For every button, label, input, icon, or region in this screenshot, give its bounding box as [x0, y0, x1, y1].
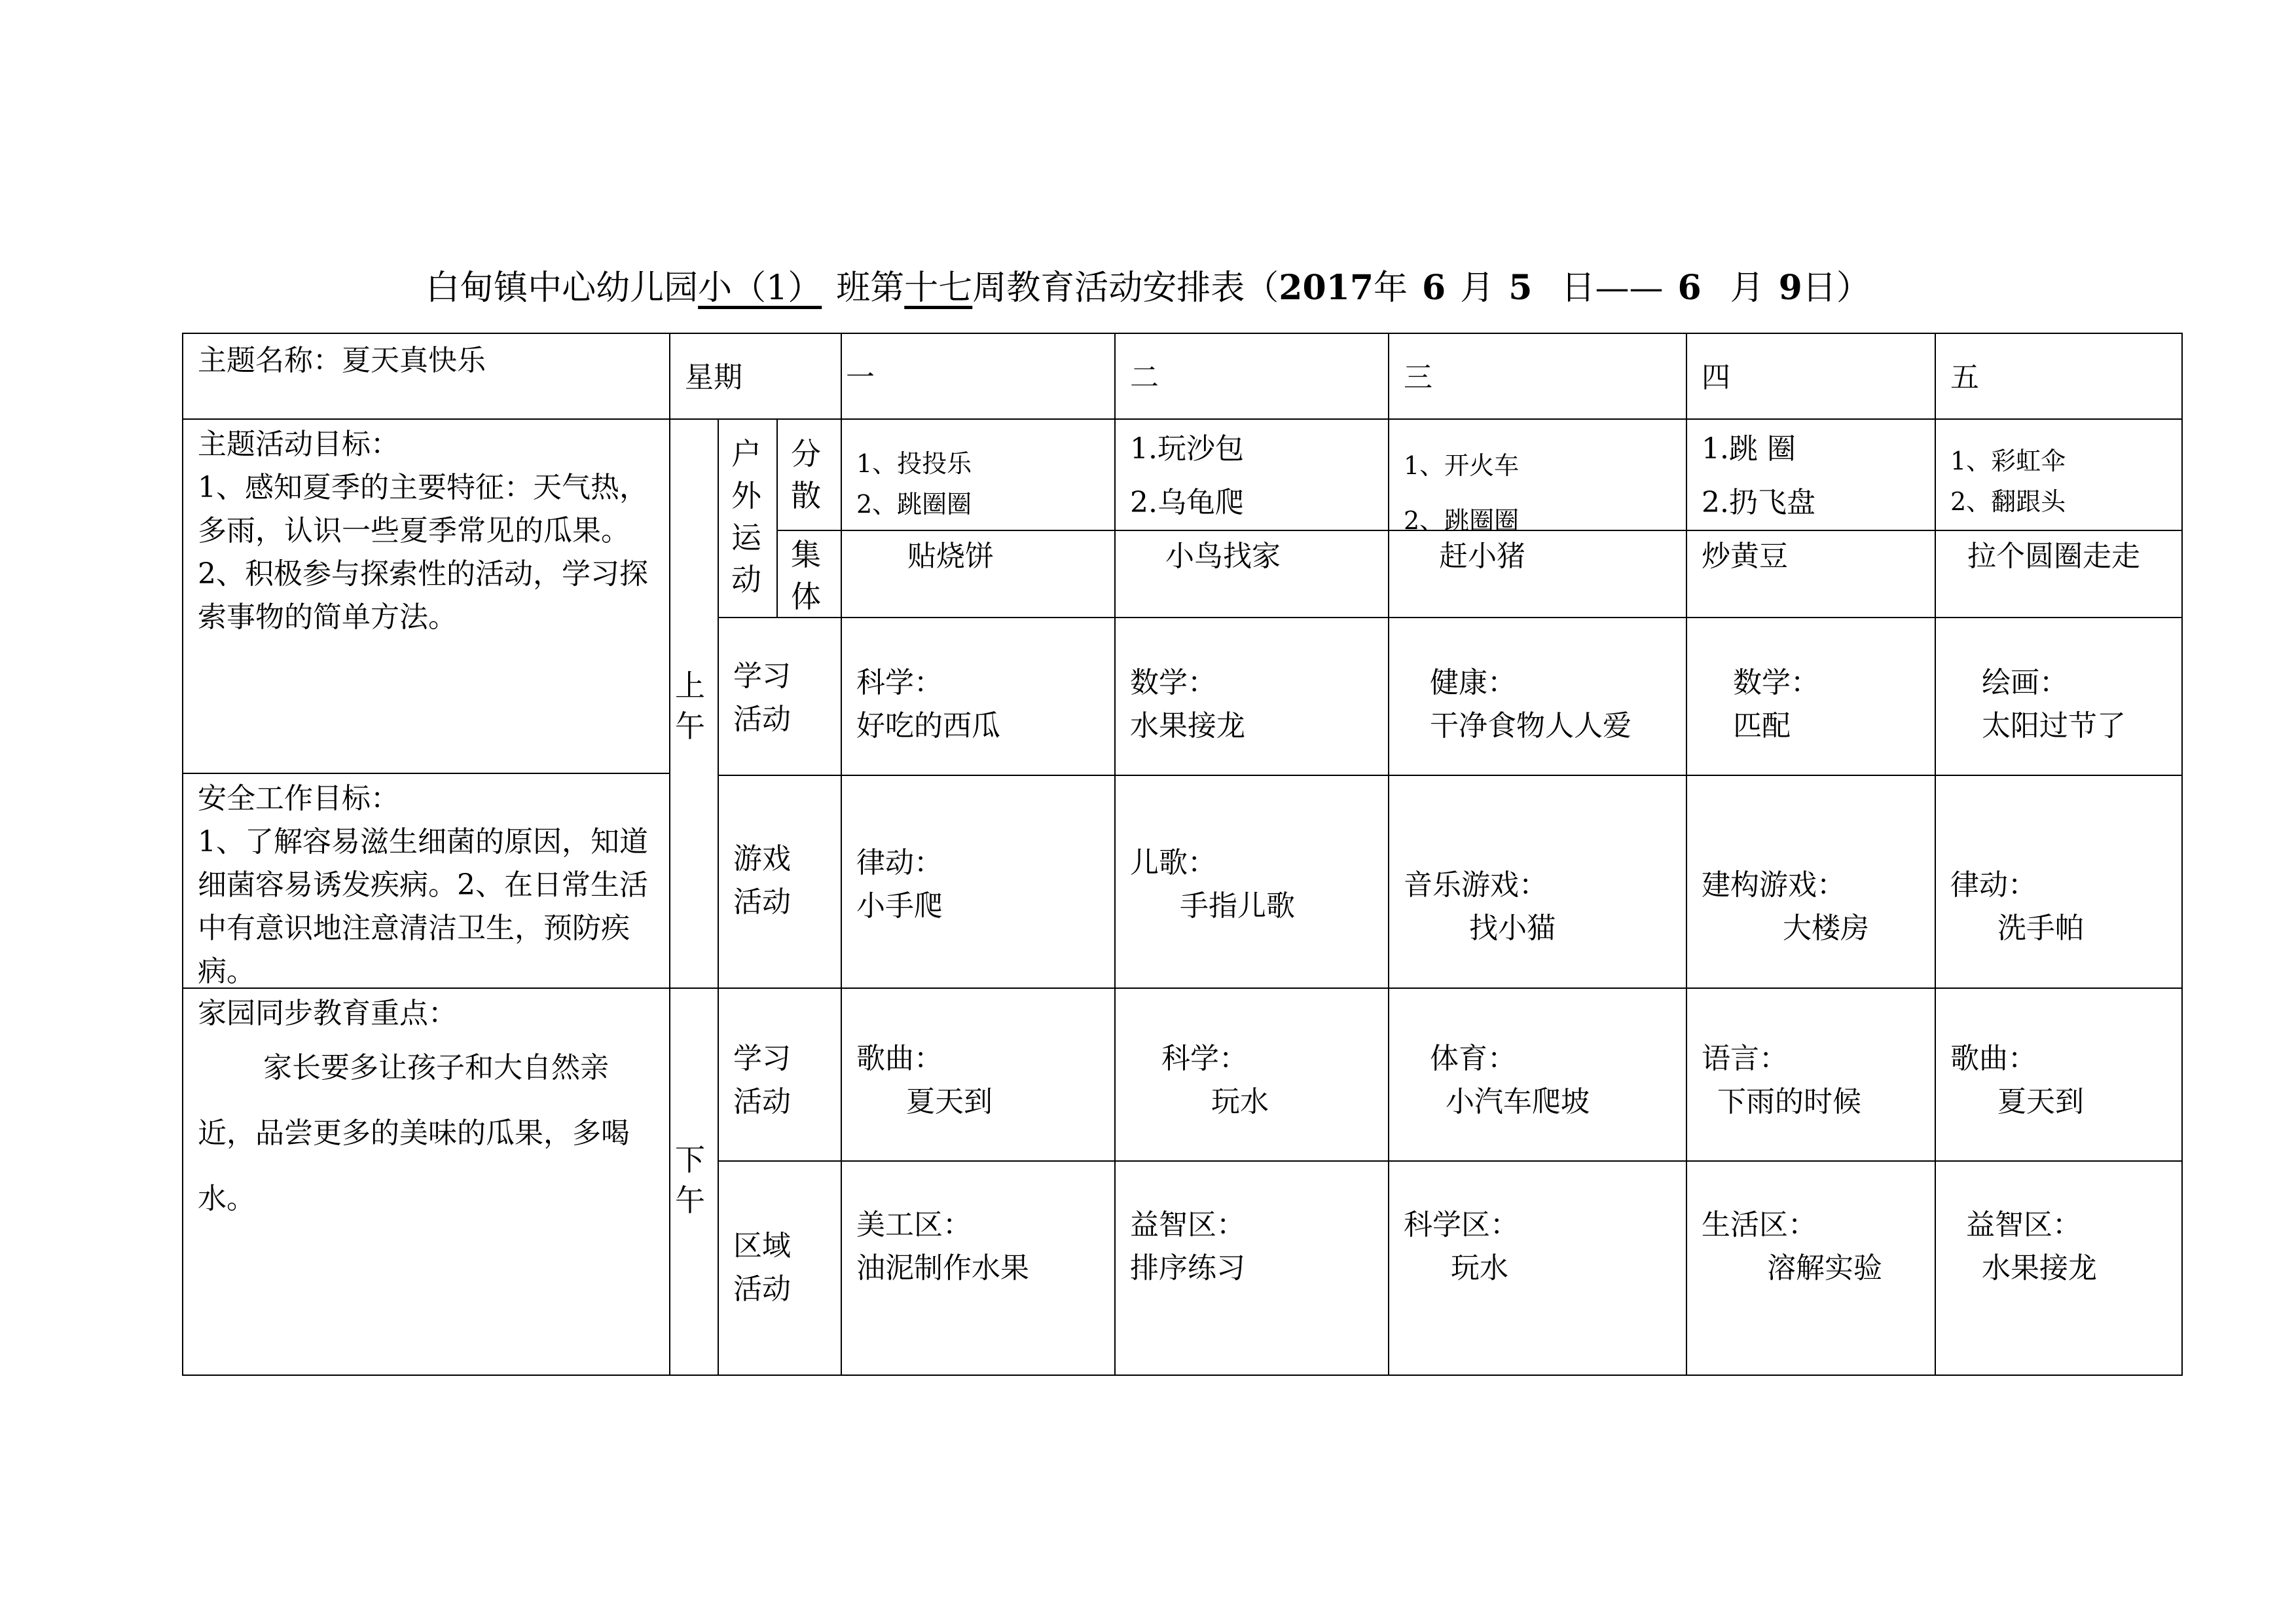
game-cell-4 — [1686, 775, 1936, 989]
group-label-cell — [776, 530, 842, 618]
scattered-3-line-2: 2、跳圈圈 — [1404, 506, 1520, 535]
day-header-3 — [1388, 333, 1687, 420]
title-text-2: 周教育活动安排表（ — [972, 268, 1279, 308]
am-study-label-2: 活动 — [733, 703, 791, 736]
theme-goal-heading: 主题活动目标： — [198, 428, 399, 461]
am-study-cell-3 — [1388, 617, 1687, 776]
area-1-zone: 美工区： — [856, 1208, 972, 1242]
day-header-5 — [1935, 333, 2183, 420]
game-4-type: 建构游戏： — [1702, 868, 1846, 902]
outdoor-char-3: 运 — [731, 520, 761, 555]
day-unit-2: 日） — [1802, 268, 1870, 308]
game-5-type: 律动： — [1950, 868, 2037, 902]
area-2-title: 排序练习 — [1130, 1251, 1245, 1285]
am-study-cell-4 — [1686, 617, 1936, 776]
area-cell-2 — [1114, 1160, 1389, 1376]
scattered-char-1: 分 — [791, 436, 821, 471]
afternoon-label-cell — [669, 987, 719, 1376]
area-3-title: 玩水 — [1451, 1251, 1508, 1285]
weekday-label: 星期 — [685, 361, 742, 394]
week-number: 十七 — [904, 268, 973, 308]
scattered-cell-2 — [1114, 418, 1389, 531]
group-cell-5 — [1935, 530, 2183, 618]
pm-study-cell-3 — [1388, 987, 1687, 1162]
am-study-cell-1 — [841, 617, 1116, 776]
day-label-1: 一 — [846, 361, 875, 394]
pm-study-label-1: 学习 — [733, 1042, 791, 1075]
game-2-title: 手指儿歌 — [1180, 889, 1295, 923]
scattered-2-line-2: 2.乌龟爬 — [1130, 486, 1244, 519]
game-5-title: 洗手帕 — [1997, 912, 2084, 945]
scattered-5-line-2: 2、翻跟头 — [1950, 487, 2066, 516]
pm-study-cell-5 — [1935, 987, 2183, 1162]
game-label-2: 活动 — [733, 885, 791, 919]
morning-label-cell — [669, 418, 719, 989]
game-1-type: 律动： — [856, 846, 943, 879]
theme-name-cell — [182, 333, 670, 420]
am-study-3-subject: 健康： — [1430, 666, 1516, 699]
day-label-5: 五 — [1950, 361, 1979, 394]
afternoon-char-2: 午 — [675, 1183, 705, 1218]
scattered-1-line-2: 2、跳圈圈 — [856, 490, 972, 519]
month-unit-1: 月 — [1460, 268, 1495, 308]
group-char-2: 体 — [791, 579, 821, 614]
area-1-title: 油泥制作水果 — [856, 1251, 1029, 1285]
am-study-5-subject: 绘画： — [1982, 666, 2068, 699]
scattered-1-line-1: 1、投投乐 — [856, 449, 972, 478]
title-text-1: 班第 — [836, 268, 905, 308]
group-activity-4: 炒黄豆 — [1702, 540, 1788, 573]
area-label-cell — [718, 1160, 842, 1376]
pm-study-3-title: 小汽车爬坡 — [1446, 1085, 1590, 1118]
day-unit-1: 日—— — [1561, 268, 1664, 308]
group-activity-3: 赶小猪 — [1439, 540, 1525, 573]
area-label-1: 区域 — [733, 1229, 791, 1263]
am-study-cell-2 — [1114, 617, 1389, 776]
safety-goal-cell — [182, 773, 670, 989]
scattered-4-line-1: 1.跳 圈 — [1702, 432, 1796, 466]
pm-study-1-subject: 歌曲： — [856, 1042, 943, 1075]
group-char-1: 集 — [791, 537, 821, 572]
day-label-4: 四 — [1702, 361, 1730, 394]
outdoor-char-2: 外 — [731, 478, 761, 513]
safety-goal-text: 1、了解容易滋生细菌的原因，知道细菌容易诱发疾病。2、在日常生活中有意识地注意清洁卫生，预防疾病。 — [198, 825, 648, 988]
area-label-2: 活动 — [733, 1272, 791, 1306]
kindergarten-name: 白甸镇中心幼儿园 — [426, 268, 699, 308]
game-label-1: 游戏 — [733, 842, 791, 876]
scattered-char-2: 散 — [791, 478, 821, 513]
game-cell-2 — [1114, 775, 1389, 989]
class-name: 小（1） — [698, 268, 822, 308]
afternoon-char-1: 下 — [675, 1142, 705, 1177]
day-header-1 — [841, 333, 1116, 420]
year: 2017 — [1279, 268, 1374, 308]
game-4-title: 大楼房 — [1783, 912, 1869, 945]
outdoor-label-cell — [718, 418, 778, 618]
pm-study-label-2: 活动 — [733, 1085, 791, 1118]
scattered-3-line-1: 1、开火车 — [1404, 451, 1520, 480]
page-title — [0, 262, 2296, 314]
pm-study-cell-1 — [841, 987, 1116, 1162]
end-month: 6 — [1677, 268, 1702, 308]
pm-study-5-title: 夏天到 — [1997, 1085, 2084, 1118]
group-cell-2 — [1114, 530, 1389, 618]
area-cell-1 — [841, 1160, 1116, 1376]
start-day: 5 — [1508, 268, 1533, 308]
pm-study-label-cell — [718, 987, 842, 1162]
group-activity-2: 小鸟找家 — [1165, 540, 1281, 573]
group-activity-5: 拉个圆圈走走 — [1967, 540, 2140, 573]
theme-goal-text: 1、感知夏季的主要特征：天气热，多雨，认识一些夏季常见的瓜果。2、积极参与探索性的活动，学习探索事物的简单方法。 — [198, 471, 648, 634]
pm-study-4-title: 下雨的时候 — [1717, 1085, 1861, 1118]
am-study-5-title: 太阳过节了 — [1982, 709, 2126, 743]
area-cell-5 — [1935, 1160, 2183, 1376]
pm-study-3-subject: 体育： — [1430, 1042, 1516, 1075]
day-header-4 — [1686, 333, 1936, 420]
game-3-type: 音乐游戏： — [1404, 868, 1548, 902]
am-study-label-cell — [718, 617, 842, 776]
theme-goal-cell — [182, 418, 670, 774]
game-2-type: 儿歌： — [1130, 846, 1216, 879]
scattered-4-line-2: 2.扔飞盘 — [1702, 486, 1815, 519]
day-label-2: 二 — [1130, 361, 1159, 394]
pm-study-5-subject: 歌曲： — [1950, 1042, 2037, 1075]
day-label-3: 三 — [1404, 361, 1432, 394]
end-day: 9 — [1778, 268, 1802, 308]
group-cell-4 — [1686, 530, 1936, 618]
area-5-title: 水果接龙 — [1982, 1251, 2097, 1285]
am-study-2-title: 水果接龙 — [1130, 709, 1245, 743]
home-edu-heading: 家园同步教育重点： — [198, 997, 457, 1030]
scattered-5-line-1: 1、彩虹伞 — [1950, 447, 2066, 475]
game-3-title: 找小猫 — [1469, 912, 1556, 945]
outdoor-char-1: 户 — [731, 436, 761, 471]
theme-name: 主题名称：夏天真快乐 — [198, 344, 486, 377]
scattered-cell-3 — [1388, 418, 1687, 535]
game-1-title: 小手爬 — [856, 889, 943, 923]
game-cell-3 — [1388, 775, 1687, 989]
scattered-cell-5 — [1935, 418, 2183, 531]
am-study-2-subject: 数学： — [1130, 666, 1216, 699]
home-edu-cell — [182, 987, 670, 1376]
outdoor-char-4: 动 — [731, 562, 761, 597]
game-cell-1 — [841, 775, 1116, 989]
game-label-cell — [718, 775, 842, 989]
area-5-zone: 益智区： — [1966, 1208, 2081, 1242]
scattered-cell-4 — [1686, 418, 1936, 531]
scattered-label-cell — [776, 418, 842, 531]
pm-study-cell-2 — [1114, 987, 1389, 1162]
am-study-1-subject: 科学： — [856, 666, 943, 699]
group-activity-1: 贴烧饼 — [907, 540, 994, 573]
am-study-label-1: 学习 — [733, 659, 791, 693]
safety-goal-heading: 安全工作目标： — [198, 782, 399, 815]
am-study-4-subject: 数学： — [1733, 666, 1819, 699]
game-cell-5 — [1935, 775, 2183, 989]
pm-study-4-subject: 语言： — [1702, 1042, 1788, 1075]
scattered-cell-1 — [841, 418, 1116, 531]
area-4-zone: 生活区： — [1702, 1208, 1817, 1242]
am-study-4-title: 匹配 — [1733, 709, 1791, 743]
year-unit: 年 — [1374, 268, 1408, 308]
area-2-zone: 益智区： — [1130, 1208, 1245, 1242]
am-study-3-title: 干净食物人人爱 — [1430, 709, 1631, 743]
month-unit-2: 月 — [1730, 268, 1764, 308]
area-cell-3 — [1388, 1160, 1687, 1376]
am-study-1-title: 好吃的西瓜 — [856, 709, 1000, 743]
pm-study-2-title: 玩水 — [1211, 1085, 1269, 1118]
pm-study-1-title: 夏天到 — [906, 1085, 993, 1118]
am-study-cell-5 — [1935, 617, 2183, 776]
group-cell-3 — [1388, 530, 1687, 618]
start-month: 6 — [1422, 268, 1446, 308]
day-header-2 — [1114, 333, 1389, 420]
area-cell-4 — [1686, 1160, 1936, 1376]
home-edu-text: 家长要多让孩子和大自然亲近，品尝更多的美味的瓜果，多喝水。 — [198, 1051, 630, 1215]
weekday-label-cell — [669, 333, 842, 420]
morning-char-2: 午 — [675, 709, 705, 744]
scattered-2-line-1: 1.玩沙包 — [1130, 432, 1244, 466]
group-cell-1 — [841, 530, 1116, 618]
morning-char-1: 上 — [675, 668, 705, 703]
pm-study-cell-4 — [1686, 987, 1936, 1162]
area-3-zone: 科学区： — [1404, 1208, 1519, 1242]
pm-study-2-subject: 科学： — [1161, 1042, 1248, 1075]
area-4-title: 溶解实验 — [1767, 1251, 1882, 1285]
